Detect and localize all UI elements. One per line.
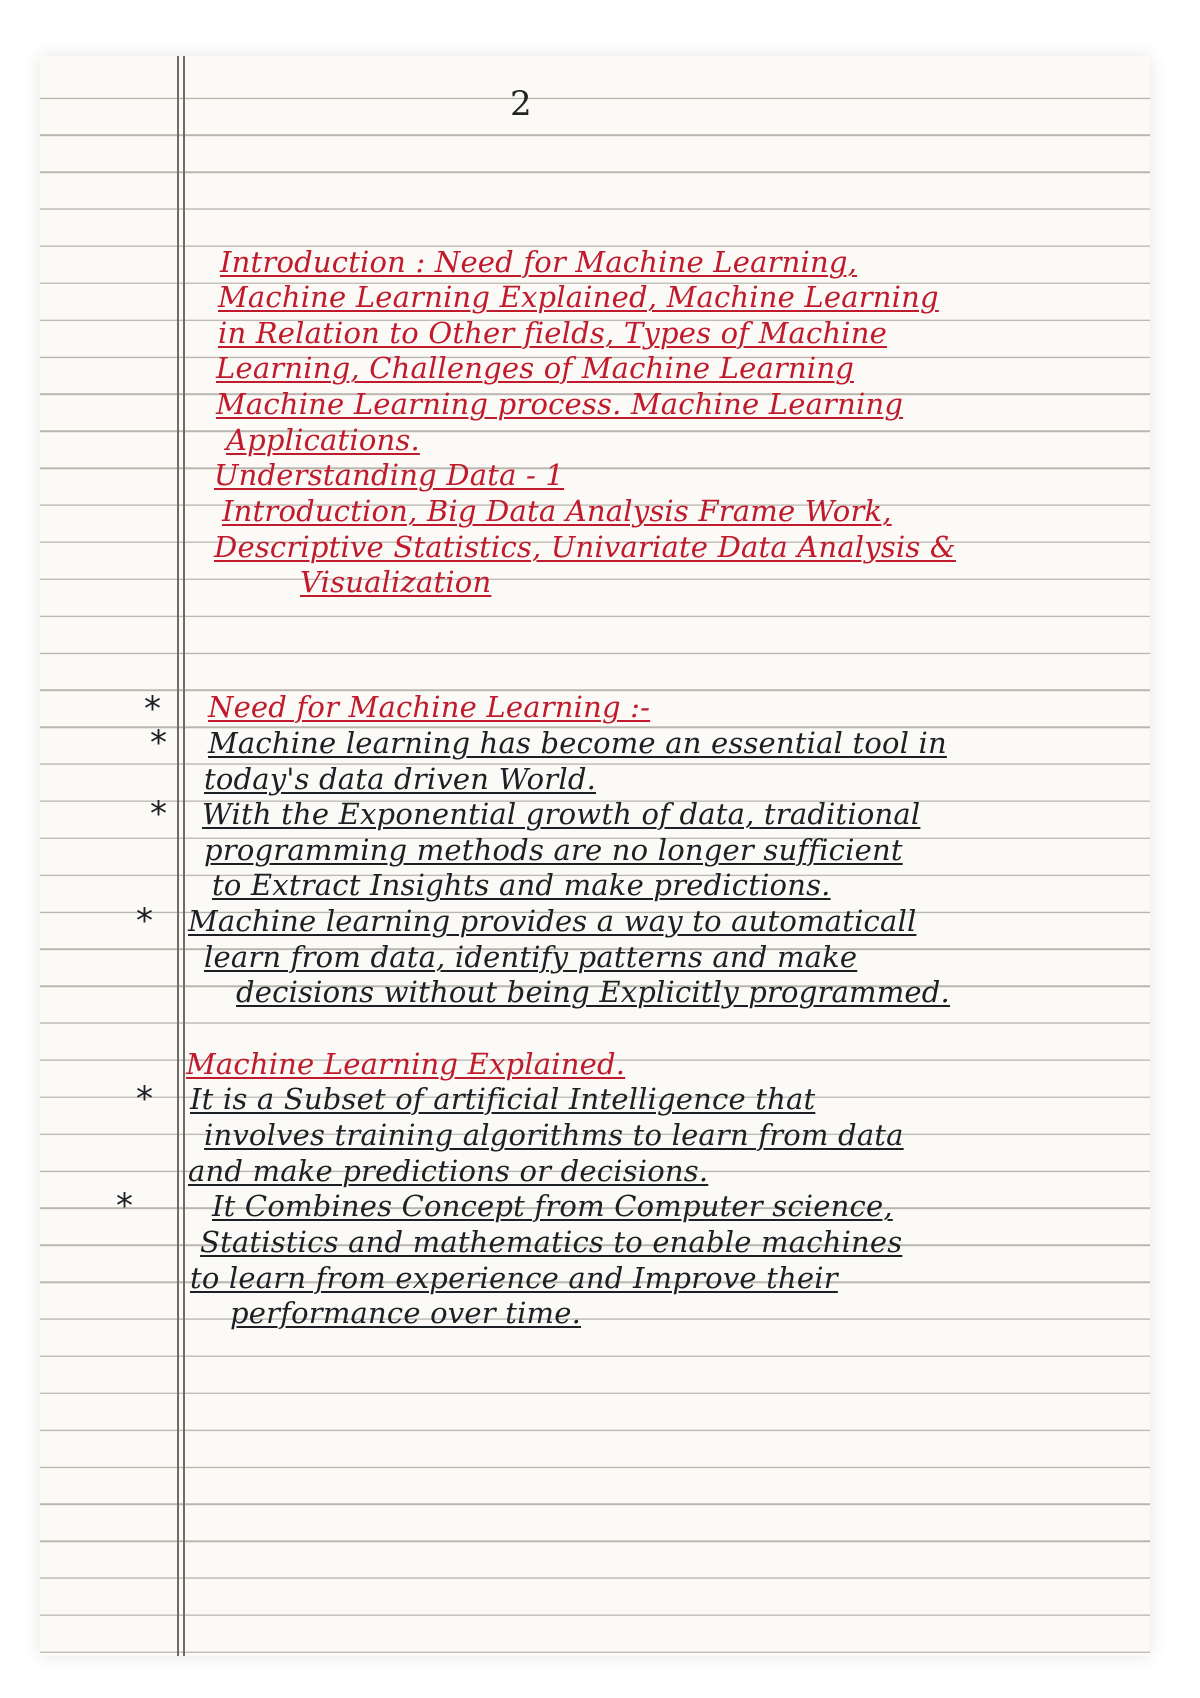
margin-line [177,56,179,1656]
margin-line [183,56,185,1656]
section-heading: Machine Learning Explained. [186,1047,626,1081]
bullet-star: * [150,794,167,834]
body-line: involves training algorithms to learn from data [204,1118,904,1152]
body-line: It Combines Concept from Computer science, [212,1189,893,1223]
syllabus-line: in Relation to Other fields, Types of Machine [218,316,888,350]
page-number: 2 [510,84,532,124]
bullet-star: * [144,689,161,729]
syllabus-subheading: Understanding Data - 1 [214,458,565,492]
body-line: Statistics and mathematics to enable machines [200,1225,903,1259]
syllabus-line: Descriptive Statistics, Univariate Data Analysis & [214,530,956,564]
syllabus-line: Applications. [226,423,420,457]
body-line: today's data driven World. [204,762,596,796]
body-line: It is a Subset of artificial Intelligence that [190,1082,816,1116]
body-line: decisions without being Explicitly programmed. [236,975,950,1009]
body-line: to Extract Insights and make predictions. [212,868,831,902]
syllabus-line: Machine Learning Explained, Machine Learning [218,280,939,314]
syllabus-line: Introduction : Need for Machine Learning, [220,245,858,279]
body-line: and make predictions or decisions. [188,1154,709,1188]
syllabus-line: Machine Learning process. Machine Learning [216,387,904,421]
bullet-star: * [136,1079,153,1119]
notebook-page [40,56,1150,1656]
body-line: With the Exponential growth of data, traditional [202,797,921,831]
syllabus-line: Introduction, Big Data Analysis Frame Work, [222,494,892,528]
body-line: Machine learning has become an essential tool in [208,726,947,760]
syllabus-line: Learning, Challenges of Machine Learning [216,351,854,385]
body-line: to learn from experience and Improve their [190,1261,838,1295]
syllabus-line: Visualization [300,565,492,599]
section-heading: Need for Machine Learning :- [208,690,651,724]
body-line: programming methods are no longer sufficient [204,833,903,867]
bullet-star: * [150,723,167,763]
body-line: learn from data, identify patterns and make [204,940,858,974]
body-line: Machine learning provides a way to automaticall [188,904,917,938]
bullet-star: * [136,901,153,941]
body-line: performance over time. [230,1296,582,1330]
bullet-star: * [116,1186,133,1226]
